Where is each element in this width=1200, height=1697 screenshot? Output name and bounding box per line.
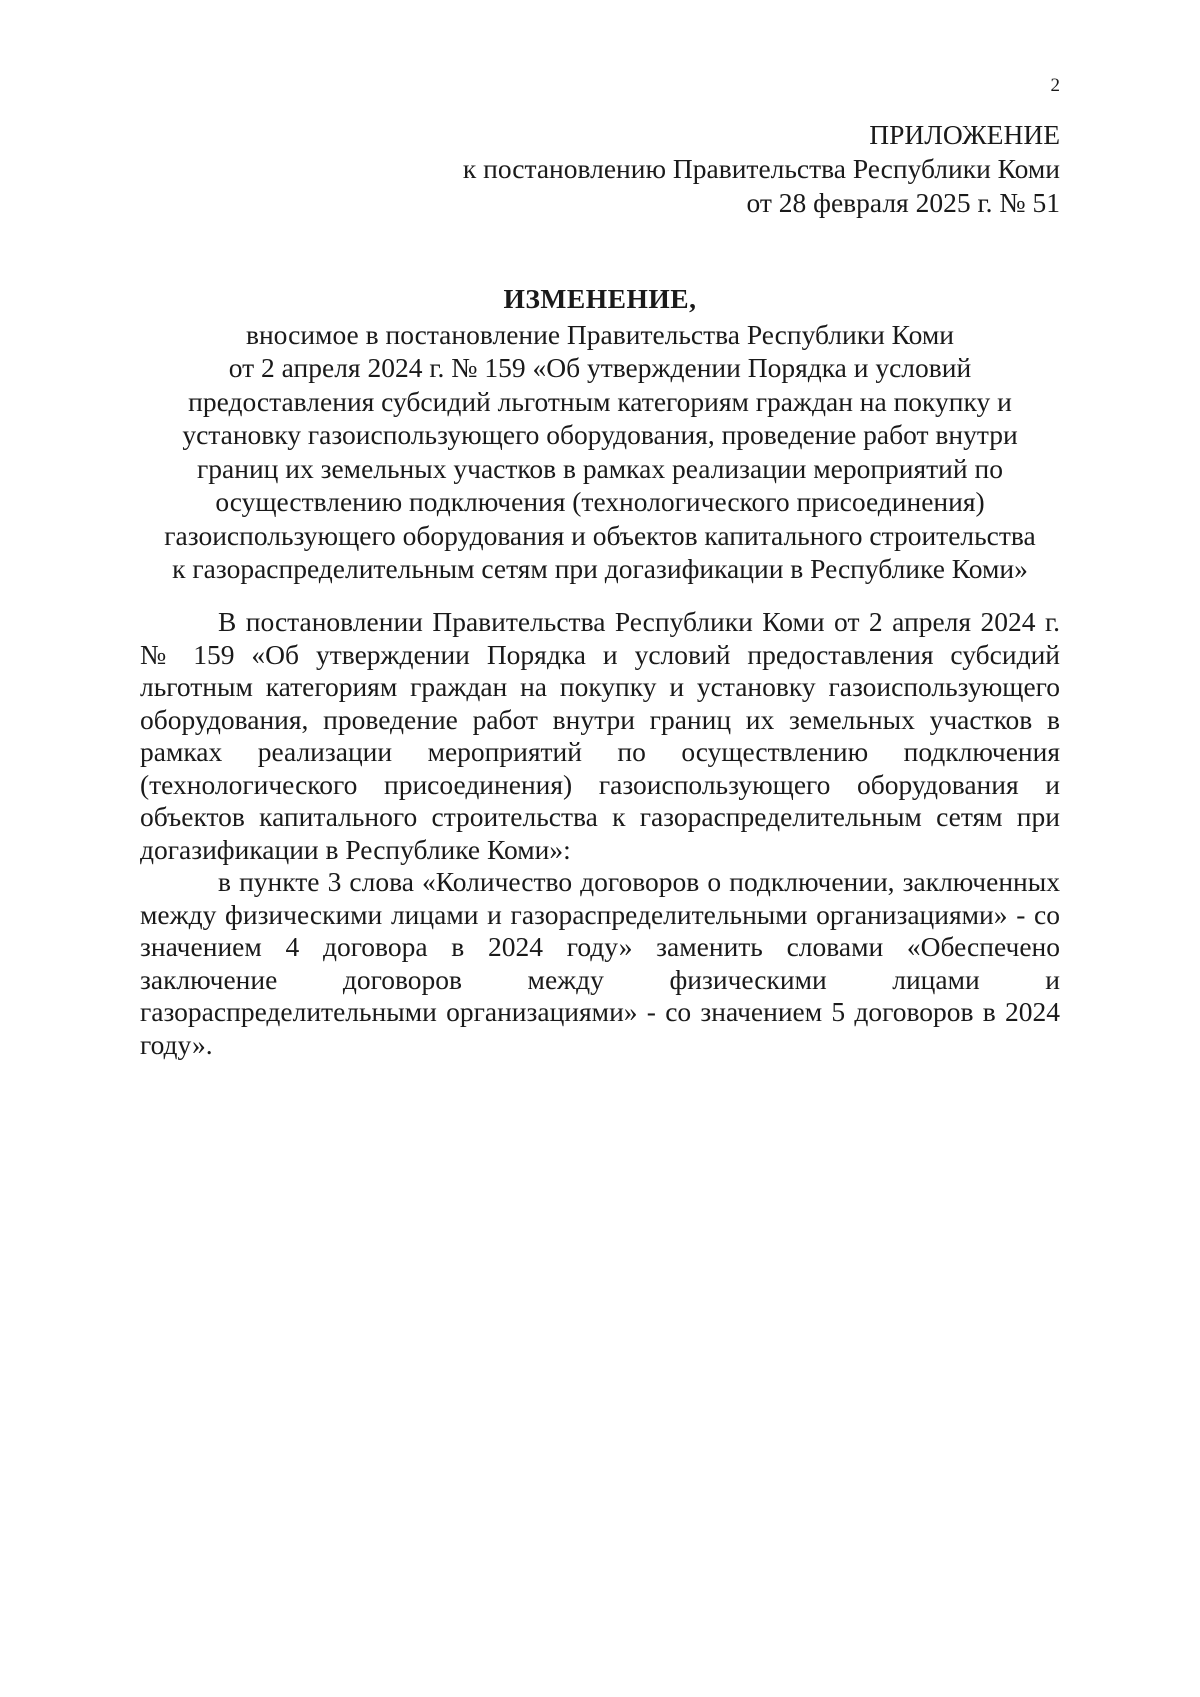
title-line: установку газоиспользующего оборудования, проведение работ внутри: [182, 419, 1018, 450]
title-line: к газораспределительным сетям при догазификации в Республике Коми»: [172, 553, 1028, 584]
appendix-label: ПРИЛОЖЕНИЕ: [869, 119, 1060, 150]
title-line: газоиспользующего оборудования и объектов капитального строительства: [164, 519, 1036, 551]
title-line: предоставления субсидий льготным категориям граждан на покупку и: [188, 385, 1012, 417]
title-heading: ИЗМЕНЕНИЕ,: [503, 283, 697, 314]
title-block: [140, 282, 1060, 586]
document-body: [140, 606, 1060, 1061]
page-number: 2: [1050, 75, 1060, 96]
title-line: от 2 апреля 2024 г. № 159 «Об утверждении Порядка и условий: [228, 352, 972, 383]
appendix-resolution-ref: к постановлению Правительства Республики Коми: [462, 153, 1060, 184]
title-line: вносимое в постановление Правительства Республики Коми: [245, 318, 955, 350]
appendix-resolution-date: от 28 февраля 2025 г. № 51: [746, 187, 1060, 218]
title-line: осуществлению подключения (технологического присоединения): [215, 486, 985, 517]
title-line: границ их земельных участков в рамках реализации мероприятий по: [197, 452, 1003, 484]
appendix-header: [463, 118, 1060, 220]
body-paragraph-amendment: в пункте 3 слова «Количество договоров о подключении, заключенных между физическими лицами и газораспределительными организациями» - со значением 4 договора в 2024 году» заменить словами «Обеспечено заключение договоров между физическими лицами и газораспределительными организациями» - со значением 5 договоров в 2024 году».: [140, 866, 1060, 1060]
body-paragraph-preamble: В постановлении Правительства Республики Коми от 2 апреля 2024 г. № 159 «Об утверждении Порядка и условий предоставления субсидий льготным категориям граждан на покупку и установку газоиспользующего оборудования, проведение работ внутри границ их земельных участков в рамках реализации мероприятий по осуществлению подключения (технологического присоединения) газоиспользующего оборудования и объектов капитального строительства к газораспределительным сетям при догазификации в Республике Коми»:: [140, 606, 1060, 865]
